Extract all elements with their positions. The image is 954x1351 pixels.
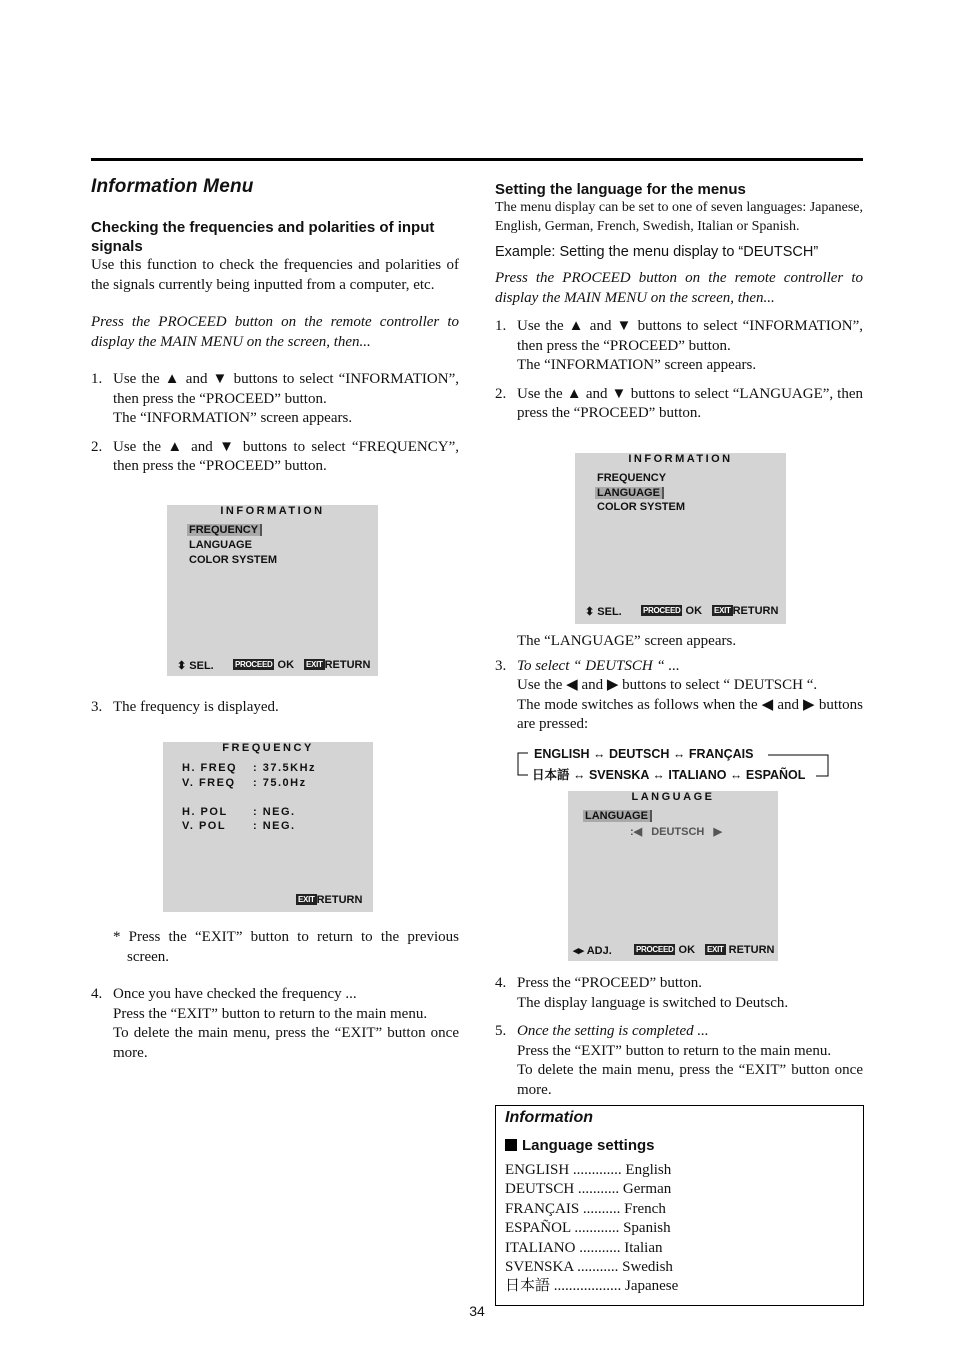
right-triangle-icon: ▶: [713, 826, 722, 838]
left-step-3: 3. The frequency is displayed.: [91, 699, 279, 715]
h-freq-value: : 37.5KHz: [253, 762, 317, 774]
v-pol-value: : NEG.: [253, 820, 296, 832]
osd-language-screen: LANGUAGE LANGUAGE :◀ DEUTSCH ▶ ◂▸ ADJ. PROCEED OK EXIT RETURN: [568, 791, 778, 961]
osd-title: INFORMATION: [220, 505, 325, 517]
info-box-heading: Language settings: [505, 1137, 655, 1154]
language-value: DEUTSCH: [651, 826, 705, 838]
right-intro: The menu display can be set to one of seven languages: Japanese, English, German, French, Swedish, Italian or Spanish.: [495, 200, 863, 234]
v-freq-label: V. FREQ: [182, 777, 236, 789]
right-step-4: 4. Press the “PROCEED” button. The display language is switched to Deutsch.: [495, 975, 789, 1011]
info-box-title: Information: [505, 1109, 593, 1126]
left-intro: Use this function to check the frequencies and polarities of the signals currently being inputted from a computer, etc.: [91, 257, 459, 293]
language-row: ESPAÑOL ............ Spanish: [505, 1220, 671, 1237]
proceed-badge: PROCEED: [636, 945, 674, 954]
osd-item-color-system: COLOR SYSTEM: [189, 554, 278, 566]
right-step-3: 3. To select “ DEUTSCH “ ... Use the ◀ and ▶ buttons to select “ DEUTSCH “. The mode switches as follows when the ◀ and ▶ buttons are pressed:: [495, 657, 863, 732]
v-pol-label: V. POL: [182, 820, 227, 832]
language-row: DEUTSCH ........... German: [505, 1181, 672, 1198]
language-screen-appears: The “LANGUAGE” screen appears.: [517, 633, 737, 649]
osd-item-frequency: FREQUENCY: [597, 472, 667, 484]
top-rule: [91, 158, 863, 161]
left-triangle-icon: ◀: [633, 826, 643, 838]
page-title: Information Menu: [91, 176, 254, 197]
osd-item-language: LANGUAGE: [189, 539, 252, 551]
right-section-heading: Setting the language for the menus: [495, 181, 746, 198]
left-press-instruction: Press the PROCEED button on the remote controller to display the MAIN MENU on the screen, then...: [91, 314, 459, 350]
language-row: FRANÇAIS .......... French: [505, 1200, 666, 1217]
h-pol-label: H. POL: [182, 806, 228, 818]
black-square-icon: [505, 1139, 517, 1151]
language-row: 日本語 .................. Japanese: [505, 1278, 679, 1295]
left-step-1: 1. Use the ▲ and ▼ buttons to select “INFORMATION”, then press the “PROCEED” button. The “INFORMATION” screen appears.: [91, 371, 459, 426]
osd-title: INFORMATION: [628, 453, 733, 465]
left-column: [91, 176, 459, 477]
osd-item-color-system: COLOR SYSTEM: [597, 501, 686, 513]
left-step-4: 4. Once you have checked the frequency ... Press the “EXIT” button to return to the main menu. To delete the main menu, press the “EXIT” button once more.: [91, 986, 459, 1061]
exit-badge: EXIT: [707, 945, 724, 954]
page-number: 34: [469, 1303, 485, 1319]
right-column: [495, 180, 863, 424]
language-sequence-line-1: ENGLISH ↔ DEUTSCH ↔ FRANÇAIS: [534, 747, 754, 761]
information-box: [495, 1105, 864, 1306]
exit-note: * Press the “EXIT” button to return to the previous screen.: [113, 929, 459, 965]
v-freq-value: : 75.0Hz: [253, 777, 307, 789]
left-step-2: 2. Use the ▲ and ▼ buttons to select “FREQUENCY”, then press the “PROCEED” button.: [91, 438, 459, 474]
exit-badge: EXIT: [306, 660, 323, 669]
example-line: Example: Setting the menu display to “DEUTSCH”: [495, 244, 819, 260]
osd-item-frequency-selected: FREQUENCY: [187, 524, 262, 536]
h-freq-label: H. FREQ: [182, 762, 238, 774]
proceed-badge: PROCEED: [643, 606, 681, 615]
exit-badge: EXIT: [298, 895, 315, 904]
right-step-1: 1. Use the ▲ and ▼ buttons to select “INFORMATION”, then press the “PROCEED” button. The “INFORMATION” screen appears.: [495, 318, 863, 373]
right-step-2: 2. Use the ▲ and ▼ buttons to select “LANGUAGE”, then press the “PROCEED” button.: [495, 385, 863, 421]
exit-badge: EXIT: [714, 606, 731, 615]
osd-information-screen-language: INFORMATION FREQUENCY LANGUAGE COLOR SYSTEM ⬍ SEL. PROCEED OK EXIT RETURN: [575, 453, 786, 624]
language-row: ENGLISH ............. English: [505, 1162, 672, 1178]
osd-title: FREQUENCY: [222, 742, 314, 754]
h-pol-value: : NEG.: [253, 806, 296, 818]
updown-arrows-icon: ⬍: [585, 606, 595, 618]
updown-arrows-icon: ⬍: [177, 660, 187, 672]
right-step-5: 5. Once the setting is completed ... Press the “EXIT” button to return to the main menu. To delete the main menu, press the “EXIT” button once more.: [495, 1023, 863, 1098]
right-press-instruction: Press the PROCEED button on the remote controller to display the MAIN MENU on the screen, then...: [495, 270, 863, 306]
proceed-badge: PROCEED: [235, 660, 273, 669]
osd-title: LANGUAGE: [631, 791, 715, 803]
language-sequence-line-2: 日本語 ↔ SVENSKA ↔ ITALIANO ↔ ESPAÑOL: [532, 768, 806, 782]
leftright-arrows-icon: ◂▸: [573, 945, 585, 957]
osd-information-screen: INFORMATION FREQUENCY LANGUAGE COLOR SYSTEM ⬍ SEL. PROCEED OK EXIT RETURN: [167, 505, 378, 676]
osd-frequency-screen: FREQUENCY H. FREQ : 37.5KHz V. FREQ : 75.0Hz H. POL : NEG. V. POL : NEG. EXIT RETURN: [163, 742, 373, 912]
left-section-heading: Checking the frequencies and polarities of input signals: [91, 219, 435, 255]
language-row: ITALIANO ........... Italian: [505, 1239, 663, 1256]
language-list: [505, 1161, 678, 1297]
osd-item-language-selected: LANGUAGE: [583, 810, 652, 822]
language-row: SVENSKA ........... Swedish: [505, 1259, 673, 1276]
osd-item-language-selected: LANGUAGE: [595, 487, 664, 499]
